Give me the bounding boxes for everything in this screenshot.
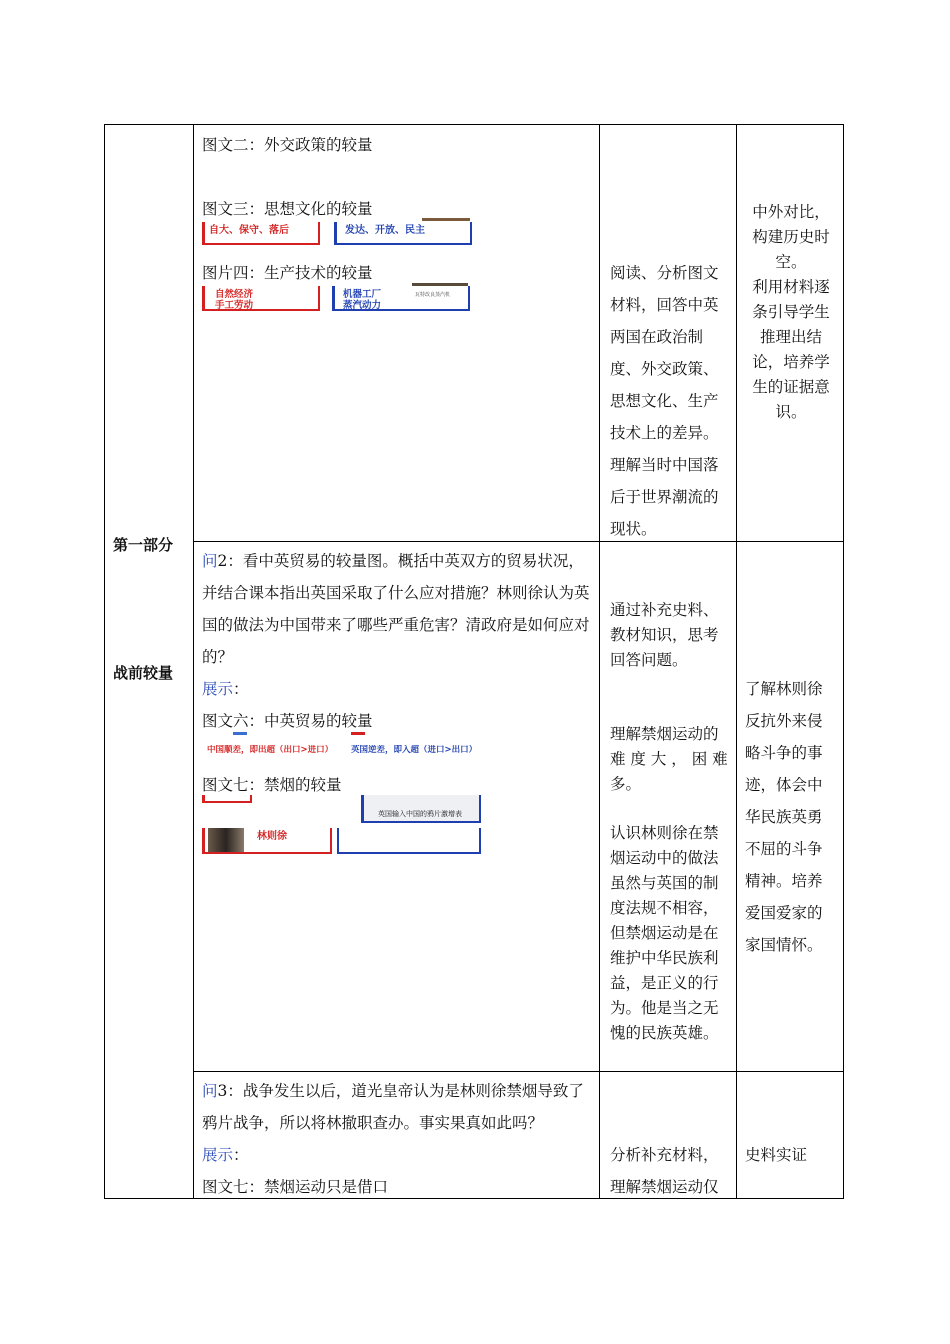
figure-item-3: 图文三：思想文化的较量: [202, 200, 373, 218]
show-label-2: 展示：: [202, 680, 249, 698]
figure-item-7: 图文七：禁烟的较量: [202, 776, 342, 794]
image-britain-tech: 机器工厂 蒸汽动力 瓦特改良蒸汽机: [332, 286, 470, 311]
student-activity-1: 阅读、分析图文 材料，回答中英 两国在政治制 度、外交政策、 思想文化、生产 技术上的差异。 理解当时中国落 后于世界潮流的 现状。: [610, 264, 719, 538]
figure-item-7b: 图文七：禁烟运动只是借口: [202, 1178, 389, 1196]
row-divider: [193, 541, 843, 542]
image-decoration: [422, 218, 470, 221]
question-3: 问3：战争发生以后，道光皇帝认为是林则徐禁烟导致了鸦片战争，所以将林撤职查办。事实果真如此吗？: [202, 1082, 584, 1132]
student-activity-2c: 认识林则徐在禁 烟运动中的做法 虽然与英国的制 度法规不相容， 但禁烟运动是在 维护中华民族利 益，是正义的行 为。他是当之无 愧的民族英雄。: [610, 824, 719, 1042]
column-divider: [599, 125, 600, 1198]
design-intent-1: 中外对比， 构建历史时 空。 利用材料逐 条引导学生 推理出结 论，培养学 生的证据意 识。: [752, 203, 830, 421]
chart-legend-swatch: [351, 732, 365, 735]
student-activity-2b: 理解禁烟运动的 难 度 大 ， 困 难 多。: [610, 725, 728, 793]
question-2: 问2：看中英贸易的较量图。概括中英双方的贸易状况，并结合课本指出英国采取了什么应对措施？林则徐认为英国的做法为中国带来了哪些严重危害？清政府是如何应对的？: [202, 552, 590, 666]
image-china-ideas: 自大、保守、落后: [202, 222, 320, 245]
section-label-1: 第一部分: [113, 536, 174, 554]
image-opium-fragment: [202, 795, 252, 803]
figure-item-4: 图片四：生产技术的较量: [202, 264, 373, 282]
student-activity-2a: 通过补充史料、 教材知识，思考 回答问题。: [610, 601, 719, 669]
image-britain-ideas: 发达、开放、民主: [334, 222, 472, 245]
trade-britain-label: 英国逆差，即入超（进口>出口）: [351, 745, 541, 759]
image-frame: [337, 828, 481, 854]
column-divider: [193, 125, 194, 1198]
figure-item-2: 图文二：外交政策的较量: [202, 136, 373, 154]
row-divider: [193, 1071, 843, 1072]
figure-item-6: 图文六：中英贸易的较量: [202, 712, 373, 730]
portrait-icon: [208, 828, 244, 852]
lesson-plan-table: [104, 124, 844, 1199]
section-label-2: 战前较量: [113, 664, 174, 682]
image-china-tech: 自然经济 手工劳动: [202, 286, 320, 311]
design-intent-3: 史料实证: [745, 1146, 808, 1164]
show-label-3: 展示：: [202, 1146, 249, 1164]
student-activity-3: 分析补充材料， 理解禁烟运动仅: [610, 1146, 719, 1196]
column-divider: [736, 125, 737, 1198]
image-opium-table: 英国输入中国的鸦片激增表: [361, 795, 481, 823]
trade-china-label: 中国顺差，即出超（出口>进口）: [207, 745, 387, 759]
image-lin-zexu: 林则徐: [202, 828, 332, 854]
design-intent-2: 了解林则徐 反抗外来侵 略斗争的事 迹，体会中 华民族英勇 不屈的斗争 精神。培养 爱国爱家的 家国情怀。: [745, 680, 823, 954]
chart-legend-swatch: [233, 732, 247, 735]
